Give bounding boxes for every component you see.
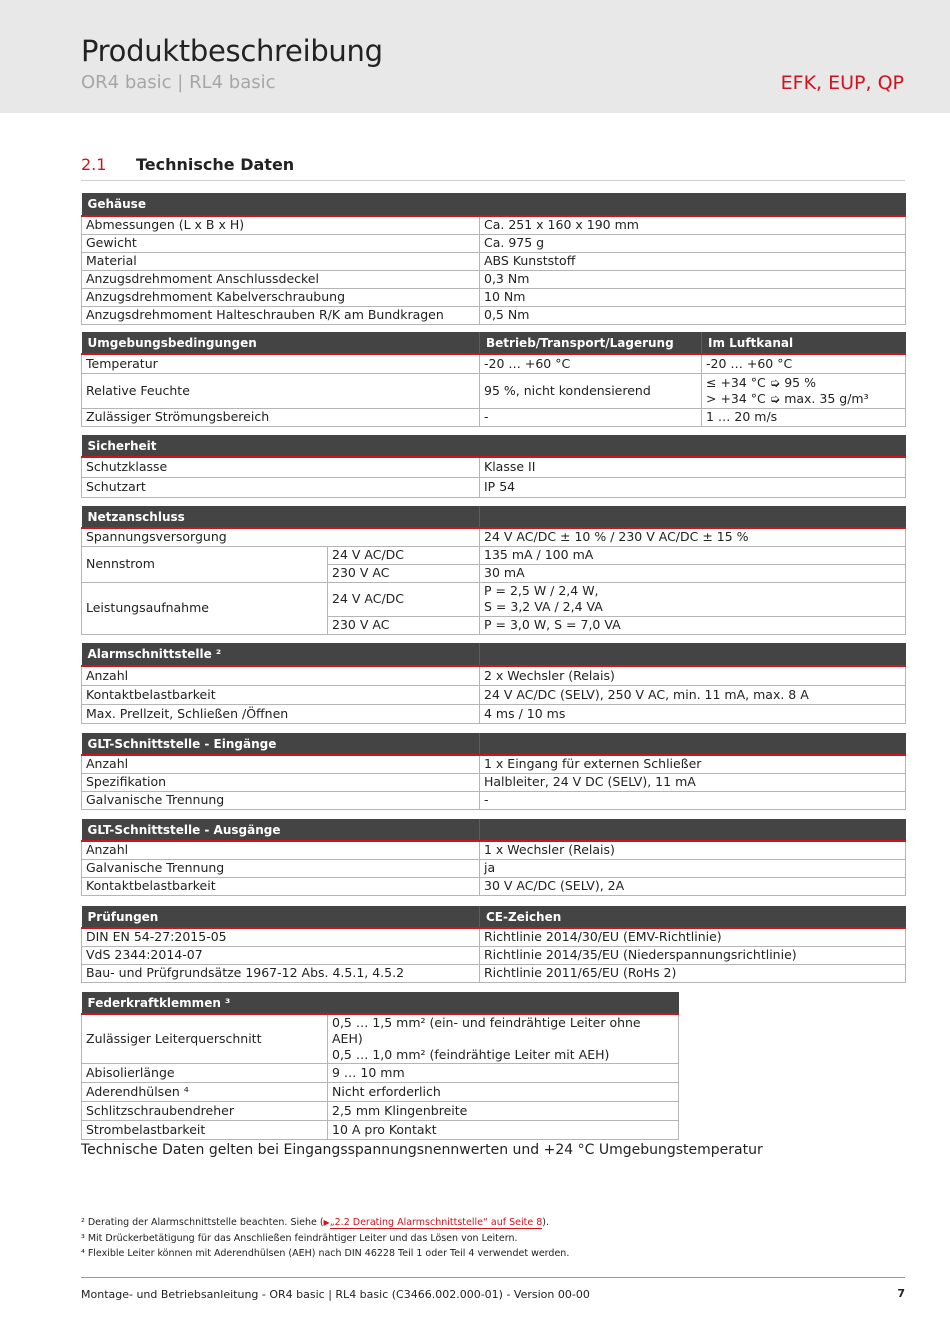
cell-label: Kontaktbelastbarkeit — [82, 685, 480, 704]
table-row — [82, 755, 906, 773]
cell-value: 2,5 mm Klingenbreite — [328, 1102, 679, 1121]
cell-value: 4 ms / 10 ms — [480, 704, 906, 723]
cell-value: 10 A pro Kontakt — [328, 1121, 679, 1140]
cell-label: Zulässiger Strömungsbereich — [82, 408, 480, 426]
spring-terminals-table — [81, 992, 679, 1140]
environment-table — [81, 332, 906, 427]
cell-line: > +34 °C ➭ max. 35 g/m³ — [706, 390, 869, 406]
table-row — [82, 841, 906, 859]
cell-value: - — [480, 408, 702, 426]
cell-value: IP 54 — [480, 477, 906, 497]
cell-label: Abmessungen (L x B x H) — [82, 216, 480, 234]
cell-label: Galvanische Trennung — [82, 791, 480, 809]
arrow-right-icon: ▶ — [323, 1218, 330, 1227]
cell-label: VdS 2344:2014-07 — [82, 946, 480, 964]
table-header — [480, 733, 906, 755]
table-header: Umgebungsbedingungen — [82, 332, 480, 354]
power-table — [81, 506, 906, 635]
cell-label: Anzugsdrehmoment Kabelverschraubung — [82, 288, 480, 306]
cell-line: 0,5 … 1,0 mm² (feindrähtige Leiter mit AEH) — [332, 1047, 610, 1062]
table-header: Betrieb/Transport/Lagerung — [480, 332, 702, 354]
footnote-2 — [81, 1215, 569, 1231]
cell-value: -20 … +60 °C — [480, 354, 702, 373]
table-row — [82, 477, 906, 497]
cell-value: 1 … 20 m/s — [702, 408, 906, 426]
cell-value: 0,3 Nm — [480, 270, 906, 288]
cell-value: ABS Kunststoff — [480, 252, 906, 270]
table-row — [82, 877, 906, 895]
approvals-table — [81, 906, 906, 983]
housing-table — [81, 193, 906, 325]
cell-sublabel: 230 V AC — [328, 564, 480, 582]
cell-label: Aderendhülsen ⁴ — [82, 1083, 328, 1102]
cell-value: Richtlinie 2011/65/EU (RoHs 2) — [480, 964, 906, 982]
table-header: Prüfungen — [82, 906, 480, 928]
table-row — [82, 791, 906, 809]
cell-label: DIN EN 54-27:2015-05 — [82, 928, 480, 946]
table-header — [480, 819, 906, 841]
table-header: Alarmschnittstelle ² — [82, 643, 480, 666]
cell-value: 1 x Wechsler (Relais) — [480, 841, 906, 859]
table-row — [82, 582, 906, 616]
cell-value: 2 x Wechsler (Relais) — [480, 666, 906, 685]
cell-label: Anzugsdrehmoment Halteschrauben R/K am Bundkragen — [82, 306, 480, 324]
cell-label: Schlitzschraubendreher — [82, 1102, 328, 1121]
footer-text: Montage- und Betriebsanleitung - OR4 basic | RL4 basic (C3466.002.000-01) - Version 00-00 — [81, 1288, 590, 1301]
cell-value: 24 V AC/DC ± 10 % / 230 V AC/DC ± 15 % — [480, 528, 906, 546]
cell-sublabel: 230 V AC — [328, 616, 480, 634]
table-row — [82, 306, 906, 324]
cell-value: Klasse II — [480, 457, 906, 477]
cell-value: ja — [480, 859, 906, 877]
cell-label: Material — [82, 252, 480, 270]
table-row — [82, 408, 906, 426]
safety-table — [81, 435, 906, 498]
table-row — [82, 252, 906, 270]
cell-value: P = 3,0 W, S = 7,0 VA — [480, 616, 906, 634]
table-row — [82, 1083, 679, 1102]
cell-label: Galvanische Trennung — [82, 859, 480, 877]
cell-value: - — [480, 791, 906, 809]
cell-value: 95 %, nicht kondensierend — [480, 373, 702, 408]
cell-sublabel: 24 V AC/DC — [328, 582, 480, 616]
cell-label: Zulässiger Leiterquerschnitt — [82, 1014, 328, 1064]
cell-label: Bau- und Prüfgrundsätze 1967-12 Abs. 4.5.1, 4.5.2 — [82, 964, 480, 982]
table-header: Federkraftklemmen ³ — [82, 992, 679, 1014]
conditions-note: Technische Daten gelten bei Eingangsspannungsnennwerten und +24 °C Umgebungstemperatur — [81, 1142, 763, 1158]
cell-value: 0,5 Nm — [480, 306, 906, 324]
table-row — [82, 859, 906, 877]
table-header — [480, 506, 906, 528]
cell-label: Leistungsaufnahme — [82, 582, 328, 634]
footnote-text: ). — [542, 1217, 550, 1228]
cell-label: Relative Feuchte — [82, 373, 480, 408]
table-row — [82, 1121, 679, 1140]
table-header — [480, 643, 906, 666]
table-row — [82, 773, 906, 791]
cell-value: 30 mA — [480, 564, 906, 582]
footnote-text: ² Derating der Alarmschnittstelle beachten. Siehe ( — [81, 1217, 324, 1228]
cell-label: Spezifikation — [82, 773, 480, 791]
section-title: Technische Daten — [136, 155, 295, 174]
table-row — [82, 457, 906, 477]
table-row — [82, 354, 906, 373]
table-header: GLT-Schnittstelle - Ausgänge — [82, 819, 480, 841]
cell-line: 0,5 … 1,5 mm² (ein- und feindrähtige Leiter ohne AEH) — [332, 1015, 641, 1046]
alarm-interface-table — [81, 643, 906, 724]
cell-value — [702, 373, 906, 408]
cell-value: -20 … +60 °C — [702, 354, 906, 373]
cell-value: Halbleiter, 24 V DC (SELV), 11 mA — [480, 773, 906, 791]
table-row — [82, 946, 906, 964]
table-row — [82, 270, 906, 288]
table-header: CE-Zeichen — [480, 906, 906, 928]
table-row — [82, 1064, 679, 1083]
table-row — [82, 288, 906, 306]
cell-line: P = 2,5 W / 2,4 W, — [484, 583, 599, 598]
cell-value: 24 V AC/DC (SELV), 250 V AC, min. 11 mA, max. 8 A — [480, 685, 906, 704]
cell-value: Ca. 251 x 160 x 190 mm — [480, 216, 906, 234]
cell-label: Gewicht — [82, 234, 480, 252]
table-row — [82, 373, 906, 408]
cell-value: Ca. 975 g — [480, 234, 906, 252]
cell-label: Anzugsdrehmoment Anschlussdeckel — [82, 270, 480, 288]
table-row — [82, 1102, 679, 1121]
section-number: 2.1 — [81, 155, 107, 174]
table-row — [82, 928, 906, 946]
model-list: EFK, EUP, QP — [780, 72, 904, 94]
page-number: 7 — [897, 1287, 905, 1300]
cell-label: Strombelastbarkeit — [82, 1121, 328, 1140]
table-header: Gehäuse — [82, 193, 906, 216]
cell-line: ≤ +34 °C ➭ 95 % — [706, 374, 816, 390]
cell-label: Schutzart — [82, 477, 480, 497]
table-row — [82, 1014, 679, 1064]
table-header: Netzanschluss — [82, 506, 480, 528]
footnote-4: ⁴ Flexible Leiter können mit Aderendhülsen (AEH) nach DIN 46228 Teil 1 oder Teil 4 verwendet werden. — [81, 1248, 570, 1259]
cell-label: Anzahl — [82, 666, 480, 685]
cell-value: 135 mA / 100 mA — [480, 546, 906, 564]
table-row — [82, 234, 906, 252]
cell-value: Richtlinie 2014/35/EU (Niederspannungsrichtlinie) — [480, 946, 906, 964]
cell-label: Nennstrom — [82, 546, 328, 582]
cell-value: 1 x Eingang für externen Schließer — [480, 755, 906, 773]
cell-value — [328, 1014, 679, 1064]
cell-label: Schutzklasse — [82, 457, 480, 477]
cell-value — [480, 582, 906, 616]
footer-divider — [81, 1277, 905, 1278]
table-header: Im Luftkanal — [702, 332, 906, 354]
cell-label: Anzahl — [82, 755, 480, 773]
cell-label: Anzahl — [82, 841, 480, 859]
page-header — [0, 0, 950, 113]
table-header: Sicherheit — [82, 435, 906, 457]
bms-inputs-table — [81, 733, 906, 810]
cell-value: 30 V AC/DC (SELV), 2A — [480, 877, 906, 895]
cell-sublabel: 24 V AC/DC — [328, 546, 480, 564]
footnote-3: ³ Mit Drückerbetätigung für das Anschließen feindrähtiger Leiter und das Lösen von Leitern. — [81, 1232, 518, 1244]
table-row — [82, 685, 906, 704]
section-heading — [81, 154, 905, 181]
cell-label: Spannungsversorgung — [82, 528, 480, 546]
cell-label: Max. Prellzeit, Schließen /Öffnen — [82, 704, 480, 723]
cross-reference-link[interactable]: „2.2 Derating Alarmschnittstelle“ auf Seite 8 — [329, 1217, 543, 1228]
cell-label: Kontaktbelastbarkeit — [82, 877, 480, 895]
table-row — [82, 216, 906, 234]
table-row — [82, 704, 906, 723]
cell-label: Temperatur — [82, 354, 480, 373]
table-row — [82, 528, 906, 546]
table-row — [82, 964, 906, 982]
page-subtitle: OR4 basic | RL4 basic — [81, 72, 276, 93]
page-title: Produktbeschreibung — [81, 34, 383, 68]
cell-label: Abisolierlänge — [82, 1064, 328, 1083]
table-header: GLT-Schnittstelle - Eingänge — [82, 733, 480, 755]
cell-value: Nicht erforderlich — [328, 1083, 679, 1102]
table-row — [82, 546, 906, 564]
footnotes — [81, 1215, 569, 1262]
cell-line: S = 3,2 VA / 2,4 VA — [484, 599, 603, 614]
table-row — [82, 666, 906, 685]
cell-value: Richtlinie 2014/30/EU (EMV-Richtlinie) — [480, 928, 906, 946]
cell-value: 10 Nm — [480, 288, 906, 306]
bms-outputs-table — [81, 819, 906, 896]
cell-value: 9 … 10 mm — [328, 1064, 679, 1083]
